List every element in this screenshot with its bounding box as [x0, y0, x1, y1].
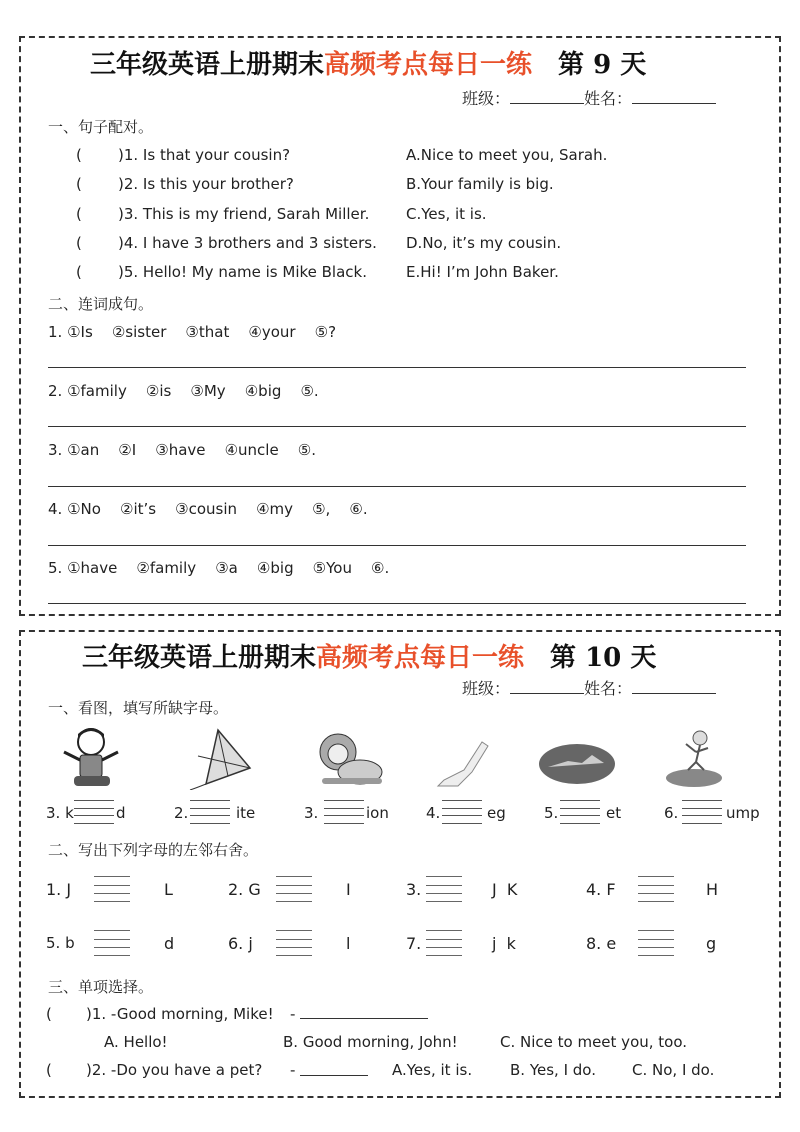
picture-number: 4.	[426, 804, 441, 822]
answer-paren[interactable]: (	[76, 205, 82, 223]
kid-icon	[58, 724, 128, 790]
letter-blank[interactable]	[442, 800, 482, 824]
class-label: 班级：	[462, 679, 511, 698]
title-prefix: 三年级英语上册期末	[90, 50, 325, 80]
answer-paren[interactable]: (	[76, 146, 82, 164]
picture-number: 6.	[664, 804, 679, 822]
letter-blank[interactable]	[276, 876, 312, 902]
letter-blank[interactable]	[638, 876, 674, 902]
mc-option-b: B. Yes, I do.	[510, 1061, 596, 1079]
section-title: 一、看图，填写所缺字母。	[48, 699, 229, 717]
title-day: 第 10 天	[550, 643, 657, 673]
sentence-words: 3. ①an ②I ③have ④uncle ⑤.	[48, 441, 316, 459]
matching-question: )5. Hello! My name is Mike Black.	[118, 263, 367, 281]
neighbor-prompt: 3.	[406, 880, 422, 899]
neighbor-prompt: 8. e	[586, 934, 617, 953]
neighbor-prompt: 5. b	[46, 934, 75, 952]
picture-number: 5.	[544, 804, 559, 822]
picture-suffix: ite	[236, 804, 256, 822]
matching-answer: E.Hi! I’m John Baker.	[406, 263, 559, 281]
mc-option-c: C. Nice to meet you, too.	[500, 1033, 688, 1051]
section-title: 一、句子配对。	[48, 118, 154, 136]
neighbor-prompt: 4. F	[586, 880, 616, 899]
matching-question: )1. Is that your cousin?	[118, 146, 291, 164]
picture-number: 2.	[174, 804, 189, 822]
neighbor-prompt: 1. J	[46, 880, 72, 899]
mc-blank[interactable]	[300, 1018, 428, 1019]
picture-suffix: ion	[366, 804, 389, 822]
matching-answer: A.Nice to meet you, Sarah.	[406, 146, 608, 164]
letter-blank[interactable]	[74, 800, 114, 824]
answer-line[interactable]	[48, 367, 746, 368]
picture-number: 3. k	[46, 804, 74, 822]
neighbor-right: j k	[492, 934, 516, 953]
mc-question-text: )1. -Good morning, Mike!	[86, 1005, 274, 1023]
matching-question: )2. Is this your brother?	[118, 175, 294, 193]
name-blank[interactable]	[632, 89, 716, 104]
mc-option-a: A. Hello!	[104, 1033, 168, 1051]
letter-blank[interactable]	[276, 930, 312, 956]
matching-question: )3. This is my friend, Sarah Miller.	[118, 205, 370, 223]
kite-icon	[188, 728, 254, 790]
neighbor-right: d	[164, 934, 175, 953]
mc-dash: -	[290, 1061, 296, 1079]
neighbor-right: H	[706, 880, 719, 899]
sentence-words: 5. ①have ②family ③a ④big ⑤You ⑥.	[48, 559, 390, 577]
mc-option-c: C. No, I do.	[632, 1061, 715, 1079]
answer-paren[interactable]: (	[76, 263, 82, 281]
jet-icon	[538, 743, 616, 785]
class-label: 班级：	[462, 89, 511, 108]
letter-blank[interactable]	[682, 800, 722, 824]
letter-blank[interactable]	[190, 800, 230, 824]
answer-line[interactable]	[48, 603, 746, 604]
letter-blank[interactable]	[94, 876, 130, 902]
class-blank[interactable]	[510, 679, 584, 694]
neighbor-prompt: 2. G	[228, 880, 261, 899]
sentence-words: 1. ①Is ②sister ③that ④your ⑤?	[48, 323, 337, 341]
jump-icon	[660, 724, 724, 790]
answer-paren[interactable]: (	[46, 1061, 52, 1079]
section-title: 二、连词成句。	[48, 295, 154, 313]
title-highlight: 高频考点每日一练	[316, 643, 525, 673]
neighbor-prompt: 6. j	[228, 934, 253, 953]
letter-blank[interactable]	[94, 930, 130, 956]
sentence-words: 2. ①family ②is ③My ④big ⑤.	[48, 382, 319, 400]
section-title: 三、单项选择。	[48, 978, 154, 996]
name-blank[interactable]	[632, 679, 716, 694]
day9-title	[90, 44, 646, 81]
mc-option-b: B. Good morning, John!	[283, 1033, 458, 1051]
letter-blank[interactable]	[426, 930, 462, 956]
title-prefix: 三年级英语上册期末	[82, 643, 317, 673]
letter-blank[interactable]	[560, 800, 600, 824]
neighbor-right: J K	[492, 880, 518, 899]
neighbor-right: l	[346, 934, 351, 953]
name-label: 姓名：	[584, 679, 633, 698]
sentence-words: 4. ①No ②it’s ③cousin ④my ⑤, ⑥.	[48, 500, 368, 518]
letter-blank[interactable]	[426, 876, 462, 902]
neighbor-prompt: 7.	[406, 934, 422, 953]
matching-answer: C.Yes, it is.	[406, 205, 487, 223]
answer-line[interactable]	[48, 426, 746, 427]
title-day: 第 9 天	[558, 50, 647, 80]
letter-blank[interactable]	[638, 930, 674, 956]
answer-line[interactable]	[48, 545, 746, 546]
picture-suffix: ump	[726, 804, 760, 822]
neighbor-right: L	[164, 880, 173, 899]
day9-student-info	[462, 86, 716, 109]
matching-answer: D.No, it’s my cousin.	[406, 234, 562, 252]
section-title: 二、写出下列字母的左邻右舍。	[48, 841, 259, 859]
mc-question-text: )2. -Do you have a pet?	[86, 1061, 263, 1079]
picture-suffix: d	[116, 804, 126, 822]
mc-option-a: A.Yes, it is.	[392, 1061, 473, 1079]
answer-paren[interactable]: (	[46, 1005, 52, 1023]
answer-paren[interactable]: (	[76, 175, 82, 193]
mc-dash: -	[290, 1005, 296, 1023]
class-blank[interactable]	[510, 89, 584, 104]
answer-paren[interactable]: (	[76, 234, 82, 252]
picture-suffix: et	[606, 804, 622, 822]
neighbor-right: I	[346, 880, 351, 899]
letter-blank[interactable]	[324, 800, 364, 824]
mc-blank[interactable]	[300, 1075, 368, 1076]
neighbor-right: g	[706, 934, 717, 953]
matching-answer: B.Your family is big.	[406, 175, 554, 193]
day10-student-info	[462, 676, 716, 699]
day10-title	[82, 637, 656, 674]
name-label: 姓名：	[584, 89, 633, 108]
leg-icon	[434, 740, 490, 790]
title-highlight: 高频考点每日一练	[324, 50, 533, 80]
lion-icon	[318, 730, 384, 788]
matching-question: )4. I have 3 brothers and 3 sisters.	[118, 234, 377, 252]
picture-number: 3.	[304, 804, 319, 822]
picture-suffix: eg	[487, 804, 506, 822]
answer-line[interactable]	[48, 486, 746, 487]
